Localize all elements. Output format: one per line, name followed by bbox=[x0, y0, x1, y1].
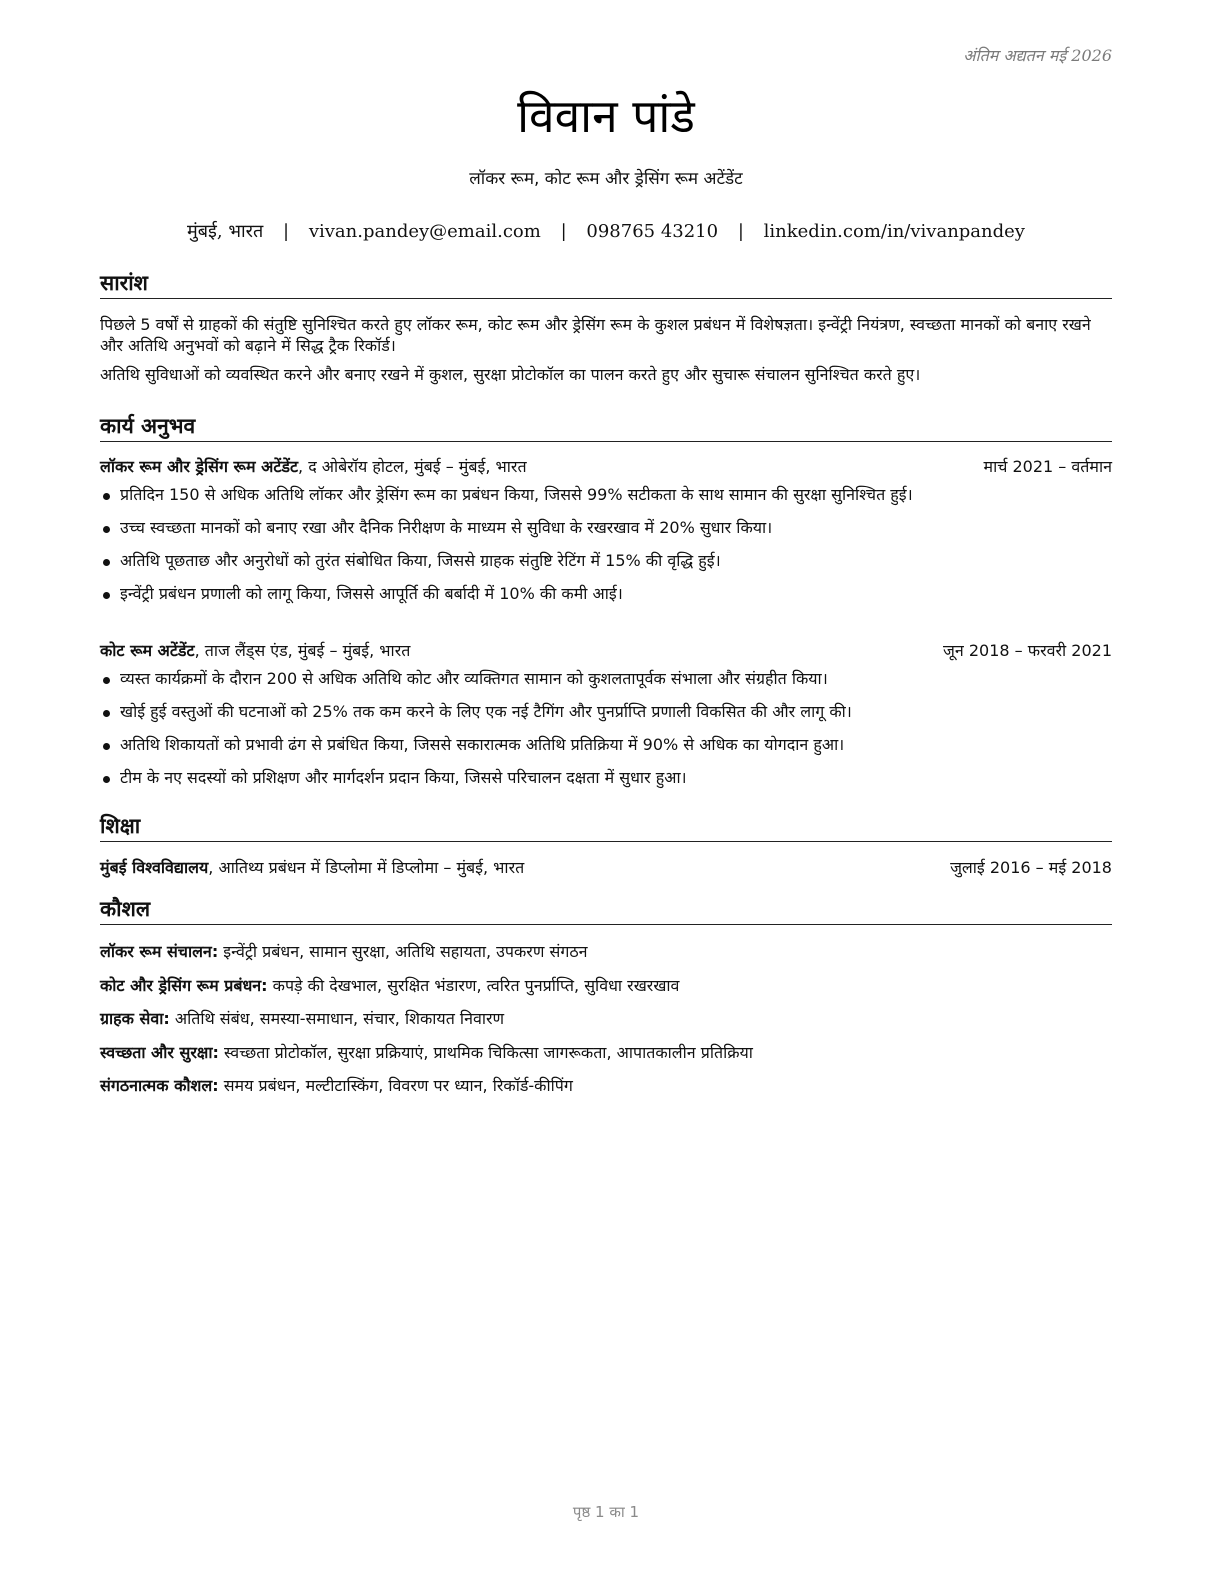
skill-row bbox=[100, 1008, 1112, 1030]
experience-heading: कार्य अनुभव bbox=[100, 413, 1112, 442]
job-dates: मार्च 2021 – वर्तमान bbox=[983, 457, 1112, 476]
job-org: , ताज लैंड्स एंड, मुंबई – मुंबई, भारत bbox=[194, 641, 411, 660]
skill-label: लॉकर रूम संचालन: bbox=[100, 942, 219, 961]
resume-page bbox=[100, 0, 1112, 1584]
education-institution: मुंबई विश्वविद्यालय bbox=[100, 858, 209, 877]
contact-line bbox=[100, 219, 1112, 243]
contact-email[interactable]: vivan.pandey@email.com bbox=[308, 221, 541, 242]
list-item: प्रतिदिन 150 से अधिक अतिथि लॉकर और ड्रेसिंग रूम का प्रबंधन किया, जिससे 99% सटीकता के साथ सामान की सुरक्षा सुनिश्चित हुई। bbox=[100, 484, 1112, 506]
skill-row bbox=[100, 1075, 1112, 1097]
skills-section bbox=[100, 941, 1112, 1109]
skill-label: स्वच्छता और सुरक्षा: bbox=[100, 1042, 219, 1062]
job-role: कोट रूम अटेंडेंट bbox=[100, 641, 195, 660]
skill-label: संगठनात्मक कौशल: bbox=[100, 1076, 219, 1095]
skill-value: स्वच्छता प्रोटोकॉल, सुरक्षा प्रक्रियाएं, प्राथमिक चिकित्सा जागरूकता, आपातकालीन प्रतिक्रिया bbox=[218, 1042, 753, 1062]
skill-value: अतिथि संबंध, समस्या-समाधान, संचार, शिकायत निवारण bbox=[169, 1009, 505, 1028]
list-item: व्यस्त कार्यक्रमों के दौरान 200 से अधिक अतिथि कोट और व्यक्तिगत सामान को कुशलतापूर्वक संभाला और संग्रहीत किया। bbox=[100, 668, 1112, 690]
education-entry bbox=[100, 857, 1112, 879]
job-header bbox=[100, 640, 1112, 662]
job-entry bbox=[100, 640, 1112, 800]
education-details: , आतिथ्य प्रबंधन में डिप्लोमा में डिप्लोमा – मुंबई, भारत bbox=[208, 858, 525, 877]
skill-row bbox=[100, 1042, 1112, 1064]
job-title: लॉकर रूम, कोट रूम और ड्रेसिंग रूम अटेंडेंट bbox=[469, 169, 743, 189]
skill-label: ग्राहक सेवा: bbox=[100, 1009, 170, 1028]
contact-separator: | bbox=[737, 221, 744, 242]
contact-linkedin[interactable]: linkedin.com/in/vivanpandey bbox=[763, 221, 1025, 242]
summary-paragraph: अतिथि सुविधाओं को व्यवस्थित करने और बनाए रखने में कुशल, सुरक्षा प्रोटोकॉल का पालन करते हुए और सुचारू संचालन सुनिश्चित करते हुए। bbox=[100, 365, 921, 384]
contact-phone: 098765 43210 bbox=[586, 221, 719, 242]
list-item: उच्च स्वच्छता मानकों को बनाए रखा और दैनिक निरीक्षण के माध्यम से सुविधा के रखरखाव में 20% सुधार किया। bbox=[100, 517, 1112, 539]
skill-label: कोट और ड्रेसिंग रूम प्रबंधन: bbox=[100, 975, 268, 995]
list-item: अतिथि शिकायतों को प्रभावी ढंग से प्रबंधित किया, जिससे सकारात्मक अतिथि प्रतिक्रिया में 90% से अधिक का योगदान हुआ। bbox=[100, 734, 1112, 756]
job-bullets bbox=[100, 668, 1112, 789]
education-institution-details bbox=[100, 857, 524, 879]
skill-row bbox=[100, 941, 1112, 963]
list-item: खोई हुई वस्तुओं की घटनाओं को 25% तक कम करने के लिए एक नई टैगिंग और पुनर्प्राप्ति प्रणाली विकसित की और लागू की। bbox=[100, 701, 1112, 723]
job-role-org bbox=[100, 640, 410, 662]
summary-heading: सारांश bbox=[100, 270, 1112, 299]
skill-value: इन्वेंट्री प्रबंधन, सामान सुरक्षा, अतिथि सहायता, उपकरण संगठन bbox=[218, 942, 588, 961]
job-entry bbox=[100, 456, 1112, 616]
job-role-org bbox=[100, 456, 527, 478]
list-item: इन्वेंट्री प्रबंधन प्रणाली को लागू किया, जिससे आपूर्ति की बर्बादी में 10% की कमी आई। bbox=[100, 583, 1112, 605]
skill-value: कपड़े की देखभाल, सुरक्षित भंडारण, त्वरित पुनर्प्राप्ति, सुविधा रखरखाव bbox=[267, 975, 680, 995]
skills-heading: कौशल bbox=[100, 896, 1112, 925]
last-updated: अंतिम अद्यतन मई 2026 bbox=[963, 46, 1112, 65]
skill-value: समय प्रबंधन, मल्टीटास्किंग, विवरण पर ध्यान, रिकॉर्ड-कीपिंग bbox=[218, 1076, 573, 1095]
list-item: अतिथि पूछताछ और अनुरोधों को तुरंत संबोधित किया, जिससे ग्राहक संतुष्टि रेटिंग में 15% की वृद्धि हुई। bbox=[100, 550, 1112, 572]
education-heading: शिक्षा bbox=[100, 813, 1112, 842]
page-number: पृष्ठ 1 का 1 bbox=[572, 1503, 640, 1521]
skill-row bbox=[100, 975, 1112, 997]
job-header bbox=[100, 456, 1112, 478]
job-org: , द ओबेरॉय होटल, मुंबई – मुंबई, भारत bbox=[298, 457, 527, 476]
job-dates: जून 2018 – फरवरी 2021 bbox=[943, 641, 1112, 660]
job-role: लॉकर रूम और ड्रेसिंग रूम अटेंडेंट bbox=[100, 457, 299, 476]
candidate-name: विवान पांडे bbox=[517, 89, 695, 143]
list-item: टीम के नए सदस्यों को प्रशिक्षण और मार्गदर्शन प्रदान किया, जिससे परिचालन दक्षता में सुधार हुआ। bbox=[100, 767, 1112, 789]
contact-separator: | bbox=[560, 221, 567, 242]
contact-separator: | bbox=[283, 221, 290, 242]
summary-section bbox=[100, 314, 1112, 393]
contact-location: मुंबई, भारत bbox=[187, 221, 264, 242]
education-dates: जुलाई 2016 – मई 2018 bbox=[950, 858, 1112, 877]
job-bullets bbox=[100, 484, 1112, 605]
education-header bbox=[100, 857, 1112, 879]
summary-paragraph: पिछले 5 वर्षों से ग्राहकों की संतुष्टि सुनिश्चित करते हुए लॉकर रूम, कोट रूम और ड्रेसिंग रूम के कुशल प्रबंधन में विशेषज्ञता। इन्वेंट्री नियंत्रण, स्वच्छता मानकों को बनाए रखने और अतिथि अनुभवों को बढ़ाने में सिद्ध ट्रैक रिकॉर्ड। bbox=[100, 315, 1091, 355]
